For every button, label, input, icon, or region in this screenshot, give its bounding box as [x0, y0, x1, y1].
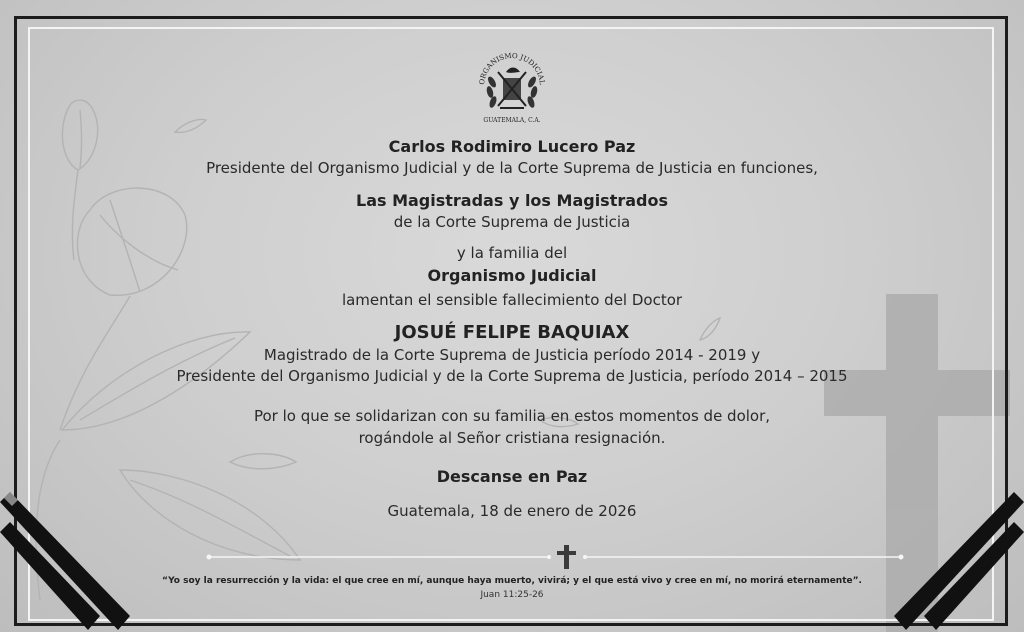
seal-bottom-text: GUATEMALA, C.A. — [483, 117, 541, 124]
solidarity-line-1: Por lo que se solidarizan con su familia en estos momentos de dolor, — [253, 407, 771, 425]
institution-name: Organismo Judicial — [427, 266, 597, 285]
rest-in-peace: Descanse en Paz — [436, 467, 588, 486]
deceased-name: JOSUÉ FELIPE BAQUIAX — [394, 322, 630, 343]
footer-separator — [205, 545, 905, 569]
place-date: Guatemala, 18 de enero de 2026 — [387, 502, 637, 520]
seal-arc-text: ORGANISMO JUDICIAL — [477, 51, 547, 86]
cross-icon — [557, 545, 576, 569]
family-intro: y la familia del — [456, 244, 568, 262]
solidarity-line-2: rogándole al Señor cristiana resignación. — [358, 429, 666, 447]
magistrates-of: de la Corte Suprema de Justicia — [393, 213, 631, 231]
bible-verse-reference: Juan 11:25-26 — [480, 590, 544, 600]
magistrates-heading: Las Magistradas y los Magistrados — [356, 191, 668, 210]
deceased-role-2: Presidente del Organismo Judicial y de la Corte Suprema de Justicia, período 2014 – 2015 — [176, 367, 848, 385]
notice-content — [60, 0, 964, 632]
deceased-role-1: Magistrado de la Corte Suprema de Justicia período 2014 - 2019 y — [263, 346, 761, 364]
president-title: Presidente del Organismo Judicial y de la Corte Suprema de Justicia en funciones, — [206, 159, 818, 177]
organismo-judicial-seal-icon — [470, 42, 554, 126]
lament-text: lamentan el sensible fallecimiento del Doctor — [341, 291, 683, 309]
president-name: Carlos Rodimiro Lucero Paz — [388, 137, 636, 156]
bible-quote: “Yo soy la resurrección y la vida: el que cree en mí, aunque haya muerto, vivirá; y el que está vivo y cree en mí, no morirá eternamente”. — [162, 576, 862, 586]
